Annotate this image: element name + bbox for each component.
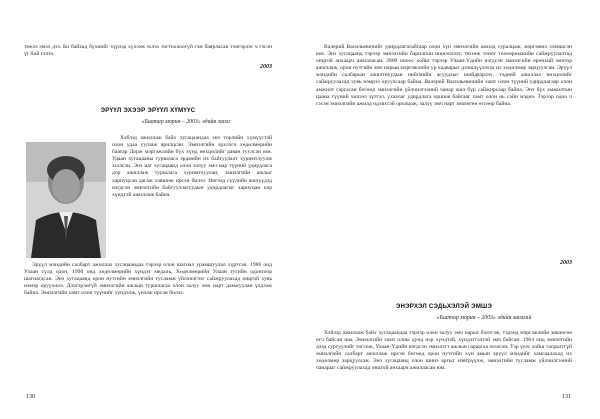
right-article-title: ЭНЭРХЭЛ СЭДЬХЭЛЭЙ ЭМШЭ xyxy=(395,303,493,310)
right-dedication: «Баатар морин – 2003» эдийн засагай xyxy=(436,315,532,321)
right-top-paragraph: Валерий Васильевичийг удирдлагатайгаар олон хүн эмнэлгийн ажилд суралцаж, мэргэжил эзэмшсэн юм. Энэ хугацаанд тэрээр эмнэлгийн барилгын шинэчлэлт, техник тоног төхөөрөмжийн сайжруулалтад онцгой анхаарч ажилласан. 2000 оноос хойш тэрээр Улаан-Үдийн нэгдсэн эмнэлгийн ерөнхий эмчээр ажиллаж, орон нутгийн эмч нарын мэргэжлийн ур чадварыг дээшлүүлэхэд их хөдөлмөр зарцуулсан. Эрүүл мэндийн салбарын ажилтнуудын нийгмийн асуудлыг шийдвэрлэх, тэдний ажиллах нөхцөлийг сайжруулахад хувь нэмрээ оруулсаар байна. Валерий Васильевичийн хамт олон түүний удирдлагаар олон амжилт гаргасан бөгөөд эмнэлгийн үйлчилгээний чанар жил бүр сайжирсаар байна. Энэ бүх амжилтын цаана түүний хичээл зүтгэл, ухаалаг удирдлага оршиж байгааг хамт олон нь сайн мэднэ. Тэрээр одоо ч гэсэн эмнэлгийн ажилд идэвхтэй оролцож, залуу эмч нарт зөвлөгөө өгсөөр байна. xyxy=(316,44,572,107)
left-top-text xyxy=(24,44,272,60)
portrait-photo xyxy=(26,142,106,258)
left-body-below xyxy=(24,262,272,386)
right-page-number: 131 xyxy=(562,394,571,400)
portrait-image xyxy=(26,142,106,258)
left-top-paragraph: тежээ эмэл дээ. Би байхад бүхнийг хүрээд хүлээж эхлэх тогтоолоогүй гэж баярласан тэнгэрээс ч гэсэн үг бий гэлээ. xyxy=(24,44,272,58)
left-body-paragraph-2: Эрүүл мэндийн салбарт ажиллах хугацаандаа тэрээр олон шагнал урамшуулал хүртсэн. 1986 онд Улаан сүлд одон, 1990 онд хөдөлмөрийн хүндэт медаль, Хөдөлмөрийн Улаан тугийн одонгоор шагнагдсан. Энэ хугацаанд орон нутгийн эмнэлгийн тусламж үйлчилгээг сайжруулахад онцгой хувь нэмэр оруулжээ. Дэлгэрэнгүй эмнэлгийн ажлын туршлагаа олон залуу эмч нарт дамжуулан үлдээж байна. Эмнэлгийн хамт олон түүнийг хүндэлж, үнэлж ирсэн билээ. xyxy=(24,262,272,297)
left-article-title: ЭРҮҮЛ ЭХЭЭР ЭРҮҮЛ ХҮМҮҮС xyxy=(100,107,196,114)
left-body-beside-photo xyxy=(112,135,272,260)
left-page-number: 130 xyxy=(26,394,35,400)
right-year: 2003 xyxy=(560,260,572,266)
right-body-paragraph: Хэблэд ажиллаж байх хугацаандаа тэрээр олон залуу эмч нарыг бэлтгэж, тэдэнд мэргэжлийн зөвлөгөө өгч байсан юм. Эмнэлгийн хамт олны дунд нэр хүндтэй, хүндэтгэлтэй эмч байсан. 1964 онд эмнэлгийн дээд сургуулийг төгсөж, Улаан-Үдийн нэгдсэн эмнэлэгт ажлын гараагаа эхэлсэн. Тэр үеэс хойш тасралтгүй эмнэлгийн салбарт ажиллаж ирсэн бөгөөд орон нутгийн хүн амын эрүүл мэндийг хамгаалахад их хөдөлмөр зарцуулсан. Энэ хугацаанд олон шинэ аргыг нэвтрүүлж, эмнэлгийн тусламж үйлчилгээний чанарыг сайжруулахад онцгой анхаарч ажилласан юм. xyxy=(316,330,572,372)
left-body-paragraph-1: Хэблэд ажиллаж байх хугацаандаа энэ төрлийн хүмүүстэй олон удаа уулзаж ярилцсан. Эмнэлгийн эрхлэгч хөдөлмөрийн баатар Дорж мэргэжлийн бүх хүнд нөхцөлийг даван туулсан юм. Удаан хугацааны туршлага эрдмийн их байгуулалт хуримтлуулж эхэлсэн. Энэ цаг хугацаанд олон залуу эмч нар түүний удирдлага дор ажиллаж туршлага хуримтлуулан, эмнэлгийн ажлыг хариуцсан дагаж хэвшиж ирсэн билээ. Ингээд сүүлийн жилүүдэд нэгдсэн эмнэлгийн байгууллагуудын удирдлагыг хариуцан нэр хүндтэй ажиллаж байна. xyxy=(112,135,272,198)
left-dedication: «Баатар морин – 2003» эдийн засаг xyxy=(141,119,231,125)
left-year: 2003 xyxy=(260,64,272,70)
right-page xyxy=(300,0,600,419)
right-top-text xyxy=(316,44,572,254)
right-body xyxy=(316,330,572,388)
